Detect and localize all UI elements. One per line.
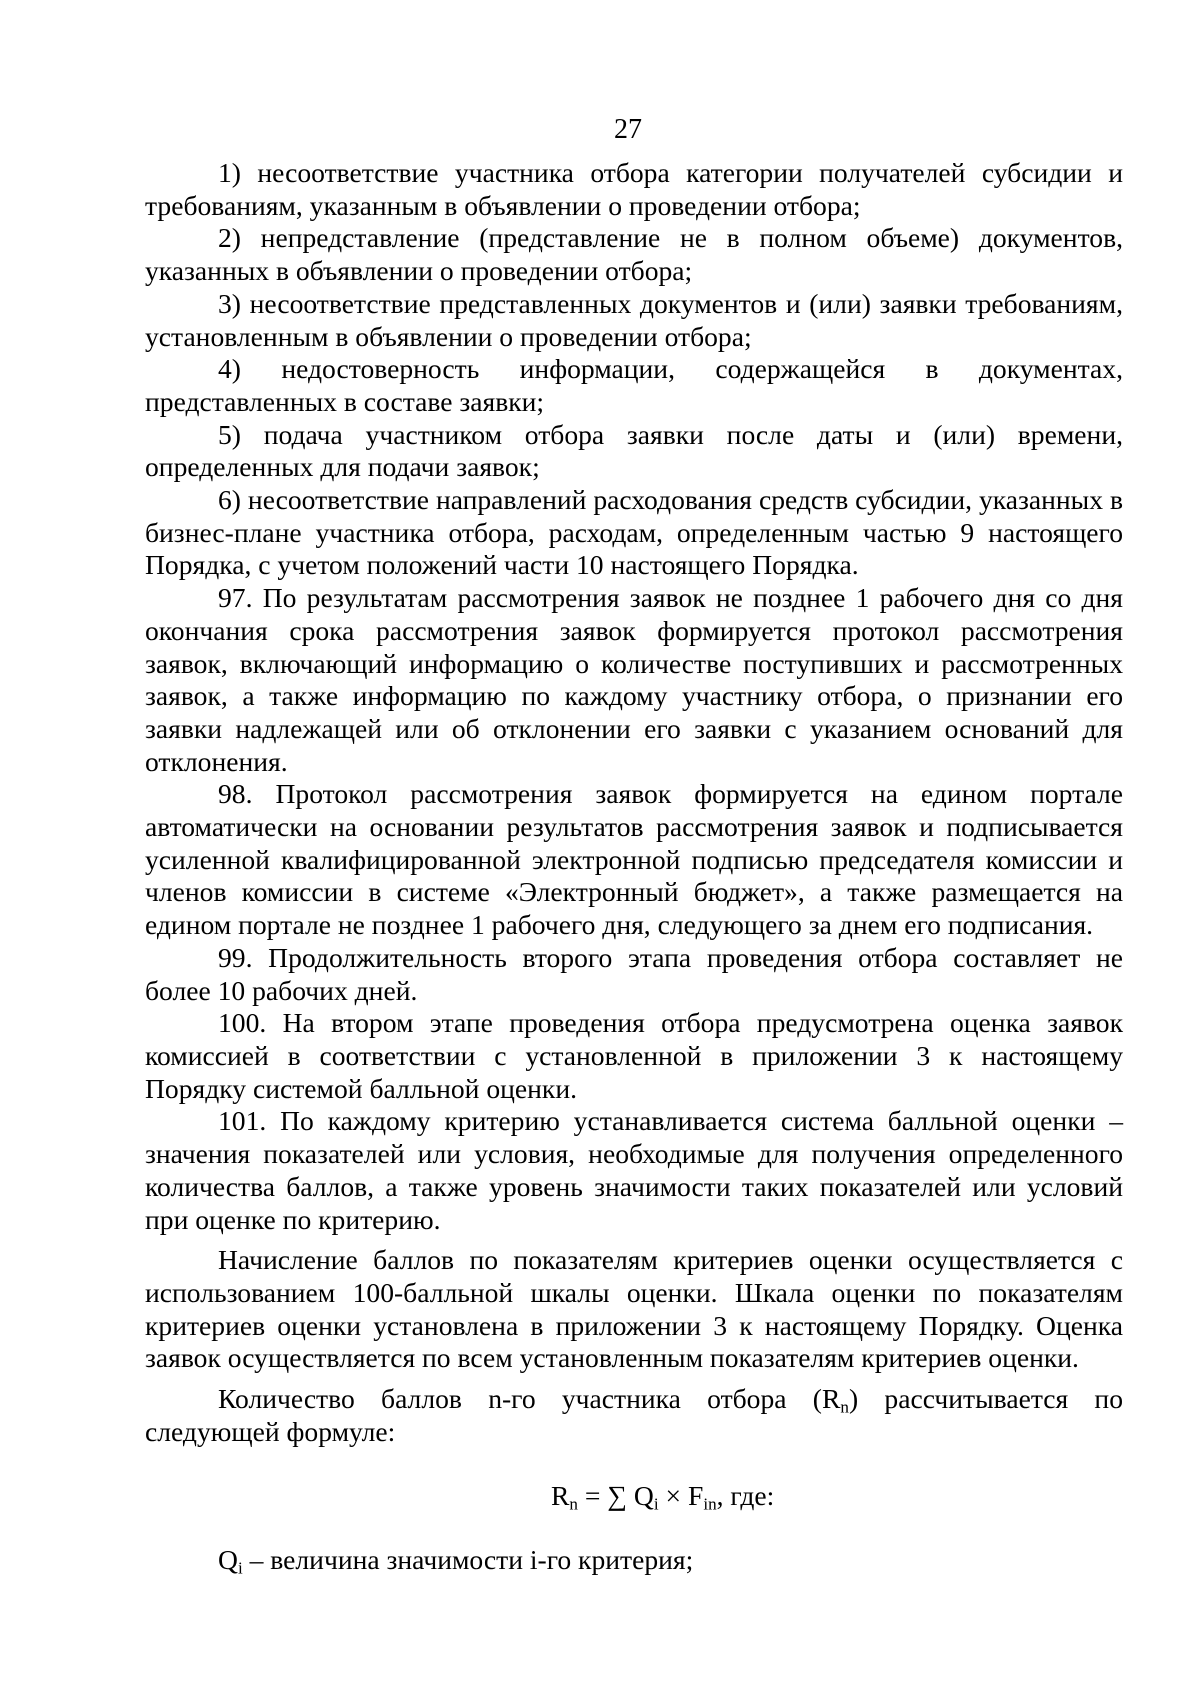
list-item-6: 6) несоответствие направлений расходования средств субсидии, указанных в бизнес-плане участника отбора, расходам, определенным частью 9 настоящего Порядка, с учетом положений части 10 настоящего Порядка.: [145, 484, 1123, 581]
section-97: 97. По результатам рассмотрения заявок не позднее 1 рабочего дня со дня окончания срока рассмотрения заявок формируется протокол рассмотрения заявок, включающий информацию о количестве поступивших и рассмотренных заявок, а также информацию по каждому участнику отбора, о признании его заявки надлежащей или об отклонении его заявки с указанием оснований для отклонения.: [145, 582, 1123, 777]
section-99: 99. Продолжительность второго этапа проведения отбора составляет не более 10 рабочих дней.: [145, 941, 1123, 1006]
formula-tail: , где:: [716, 1480, 775, 1512]
list-item-2: 2) непредставление (представление не в полном объеме) документов, указанных в объявлении о проведении отбора;: [145, 222, 1123, 287]
section-101: 101. По каждому критерию устанавливается система балльной оценки – значения показателей или условия, необходимые для получения определенного количества баллов, а также уровень значимости таких показателей или условий при оценке по критерию.: [145, 1105, 1123, 1235]
formula-times-f: × F: [658, 1480, 704, 1512]
formula-intro: [145, 1383, 1123, 1448]
scoring-paragraph: Начисление баллов по показателям критериев оценки осуществляется с использованием 100-балльной шкалы оценки. Шкала оценки по показателям критериев оценки установлена в приложении 3 к настоящему Порядку. Оценка заявок осуществляется по всем установленным показателям критериев оценки.: [145, 1244, 1123, 1374]
formula-intro-after: ) рассчитывается по следующей формуле:: [145, 1383, 1123, 1447]
formula-sum: = ∑ Q: [577, 1480, 654, 1512]
formula-r: R: [551, 1480, 570, 1512]
definition-q-subscript: i: [237, 1558, 243, 1578]
document-body: [145, 157, 1123, 1577]
list-item-3: 3) несоответствие представленных документов и (или) заявки требованиям, установленным в объявлении о проведении отбора;: [145, 287, 1123, 352]
formula-q-subscript: i: [653, 1494, 659, 1514]
list-item-1: 1) несоответствие участника отбора категории получателей субсидии и требованиям, указанным в объявлении о проведении отбора;: [145, 157, 1123, 221]
formula-r-subscript: n: [569, 1494, 578, 1514]
definition-q: [145, 1544, 1123, 1577]
formula: [145, 1480, 1123, 1513]
page-number: 27: [614, 114, 642, 145]
list-item-5: 5) подача участником отбора заявки после даты и (или) времени, определенных для подачи заявок;: [145, 418, 1123, 483]
definition-q-symbol: Q: [218, 1544, 238, 1576]
definition-q-text: – величина значимости i-го критерия;: [242, 1544, 694, 1576]
section-98: 98. Протокол рассмотрения заявок формируется на едином портале автоматически на основании результатов рассмотрения заявок и подписывается усиленной квалифицированной электронной подписью председателя комиссии и членов комиссии в системе «Электронный бюджет», а также размещается на едином портале не позднее 1 рабочего дня, следующего за днем его подписания.: [145, 778, 1123, 941]
section-100: 100. На втором этапе проведения отбора предусмотрена оценка заявок комиссией в соответствии с установленной в приложении 3 к настоящему Порядку системой балльной оценки.: [145, 1007, 1123, 1104]
formula-intro-subscript: n: [840, 1397, 849, 1417]
formula-intro-before: Количество баллов n-го участника отбора (R: [218, 1383, 841, 1415]
formula-f-subscript: in: [703, 1494, 717, 1514]
list-item-4: 4) недостоверность информации, содержащейся в документах, представленных в составе заявки;: [145, 353, 1123, 417]
